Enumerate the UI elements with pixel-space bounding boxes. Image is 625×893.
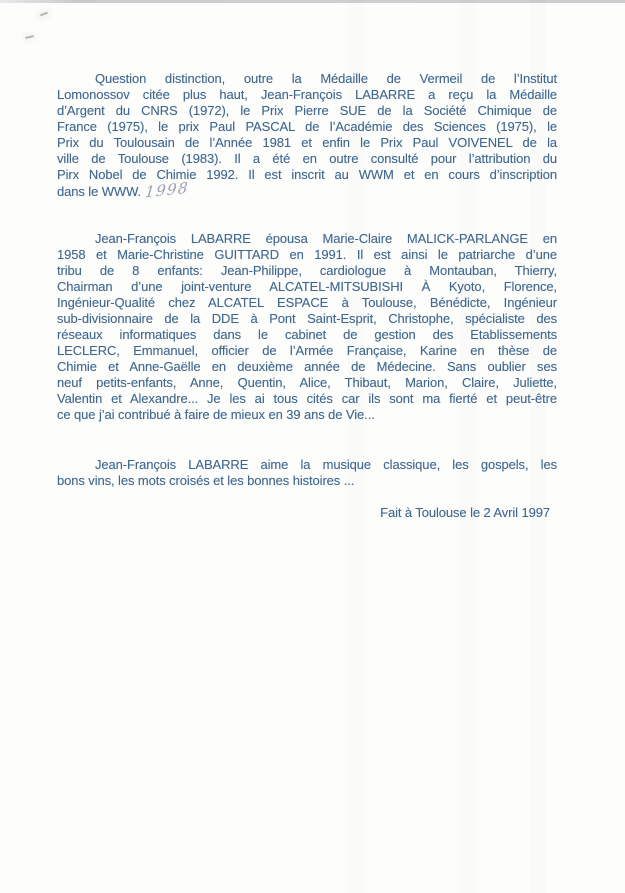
handwritten-annotation: 1998: [144, 178, 191, 202]
text-line: d’Argent du CNRS (1972), le Prix Pierre SUE de la Société Chimique de: [57, 103, 557, 118]
text-line: 1958 et Marie-Christine GUITTARD en 1991. Il est ainsi le patriarche d’une: [57, 247, 557, 262]
text-line: France (1975), le prix Paul PASCAL de l’Académie des Sciences (1975), le: [57, 119, 557, 134]
text-line: Question distinction, outre la Médaille de Vermeil de l’Institut: [95, 71, 557, 86]
text-line: LECLERC, Emmanuel, officier de l’Armée Française, Karine en thèse de: [57, 343, 557, 358]
text-line: Chimie et Anne-Gaëlle en deuxième année de Médecine. Sans oublier ses: [57, 359, 557, 374]
text-line: sub-divisionnaire de la DDE à Pont Saint-Esprit, Christophe, spécialiste des: [57, 311, 557, 326]
text-line: tribu de 8 enfants: Jean-Philippe, cardiologue à Montauban, Thierry,: [57, 263, 557, 278]
paragraph: [57, 457, 557, 489]
text-line: réseaux informatiques dans le cabinet de gestion des Etablissements: [57, 327, 557, 342]
text-line: ce que j’ai contribué à faire de mieux en 39 ans de Vie...: [57, 407, 375, 422]
text-line: dans le WWW. 1998: [57, 178, 191, 202]
scan-mark: [40, 12, 48, 17]
scan-mark: [25, 35, 34, 39]
text-line: Ingénieur-Qualité chez ALCATEL ESPACE à Toulouse, Bénédicte, Ingénieur: [57, 295, 557, 310]
text-line: Jean-François LABARRE aime la musique classique, les gospels, les: [95, 457, 557, 472]
text-line: Prix du Toulousain de l’Année 1981 et enfin le Prix Paul VOIVENEL de la: [57, 135, 557, 150]
paragraph: [57, 231, 557, 423]
closing-line: Fait à Toulouse le 2 Avril 1997: [380, 505, 550, 520]
text-line: bons vins, les mots croisés et les bonnes histoires ...: [57, 473, 355, 488]
paragraph: [57, 71, 557, 202]
text-line: neuf petits-enfants, Anne, Quentin, Alice, Thibaut, Marion, Claire, Juliette,: [57, 375, 557, 390]
text-line: Pirx Nobel de Chimie 1992. Il est inscrit au WWM et en cours d’inscription: [57, 167, 557, 182]
text-line: Lomonossov citée plus haut, Jean-François LABARRE a reçu la Médaille: [57, 87, 557, 102]
text-line: Valentin et Alexandre... Je les ai tous cités car ils sont ma fierté et peut-être: [57, 391, 557, 406]
text-line: Chairman d’une joint-venture ALCATEL-MITSUBISHI À Kyoto, Florence,: [57, 279, 557, 294]
text-line: ville de Toulouse (1983). Il a été en outre consulté pour l’attribution du: [57, 151, 557, 166]
text-line: Jean-François LABARRE épousa Marie-Claire MALICK-PARLANGE en: [95, 231, 557, 246]
